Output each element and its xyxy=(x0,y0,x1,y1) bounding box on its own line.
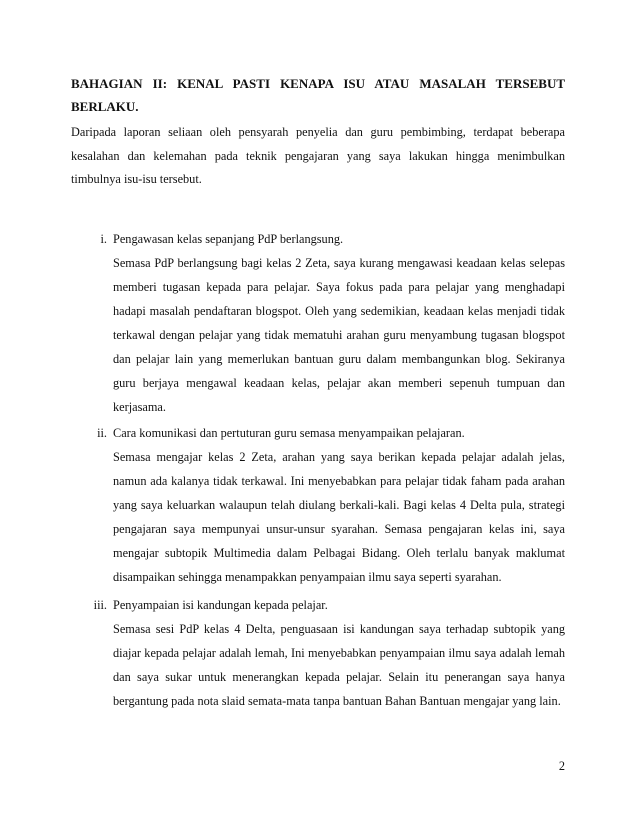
list-item-title: Penyampaian isi kandungan kepada pelajar. xyxy=(113,598,328,612)
list-item xyxy=(71,227,565,419)
list-item-body: Semasa mengajar kelas 2 Zeta, arahan yang saya berikan kepada pelajar adalah jelas, namun ada kalanya tidak terkawal. Ini menyebabkan para pelajar tidak faham pada arahan yang saya keluarkan walaupun telah diulang berkali-kali. Bagi kelas 4 Delta pula, strategi pengajaran saya mempunyai unsur-unsur syarahan. Semasa pengajaran kelas ini, saya mengajar subtopik Multimedia dalam Pelbagai Bidang. Oleh terlalu banyak maklumat disampaikan sehingga menampakkan penyampaian ilmu saya seperti syarahan. xyxy=(113,450,565,584)
page-number: 2 xyxy=(558,759,565,773)
section-heading: BAHAGIAN II: KENAL PASTI KENAPA ISU ATAU MASALAH TERSEBUT BERLAKU. xyxy=(71,76,565,114)
list-item-number: iii. xyxy=(93,598,107,612)
list-item-title: Pengawasan kelas sepanjang PdP berlangsung. xyxy=(113,232,344,246)
intro-paragraph: Daripada laporan seliaan oleh pensyarah penyelia dan guru pembimbing, terdapat beberapa kesalahan dan kelemahan pada teknik pengajaran yang saya lakukan hingga menimbulkan timbulnya isu-isu tersebut. xyxy=(71,125,565,186)
list-item-number: ii. xyxy=(97,426,107,440)
list-item-body: Semasa PdP berlangsung bagi kelas 2 Zeta, saya kurang mengawasi keadaan kelas selepas memberi tugasan kepada para pelajar. Saya fokus pada para pelajar yang menghadapi hadapi masalah pendaftaran blogspot. Oleh yang sedemikian, keadaan kelas menjadi tidak terkawal dengan pelajar yang tidak mematuhi arahan guru menyambung tugasan blogspot dan pelajar lain yang memerlukan bantuan guru dalam membangunkan blog. Sekiranya guru berjaya mengawal keadaan kelas, pelajar akan memberi sepenuh tumpuan dan kerjasama. xyxy=(113,256,565,414)
list-item xyxy=(71,593,565,713)
list-item-number: i. xyxy=(100,232,107,246)
list-item xyxy=(71,421,565,589)
list-item-title: Cara komunikasi dan pertuturan guru semasa menyampaikan pelajaran. xyxy=(113,426,465,440)
list-item-body: Semasa sesi PdP kelas 4 Delta, penguasaan isi kandungan saya terhadap subtopik yang diajar kepada pelajar adalah lemah, Ini menyebabkan penyampaian ilmu saya adalah lemah dan saya sukar untuk menerangkan kepada pelajar. Selain itu penerangan saya hanya bergantung pada nota slaid semata-mata tanpa bantuan Bahan Bantuan mengajar yang lain. xyxy=(113,622,565,708)
